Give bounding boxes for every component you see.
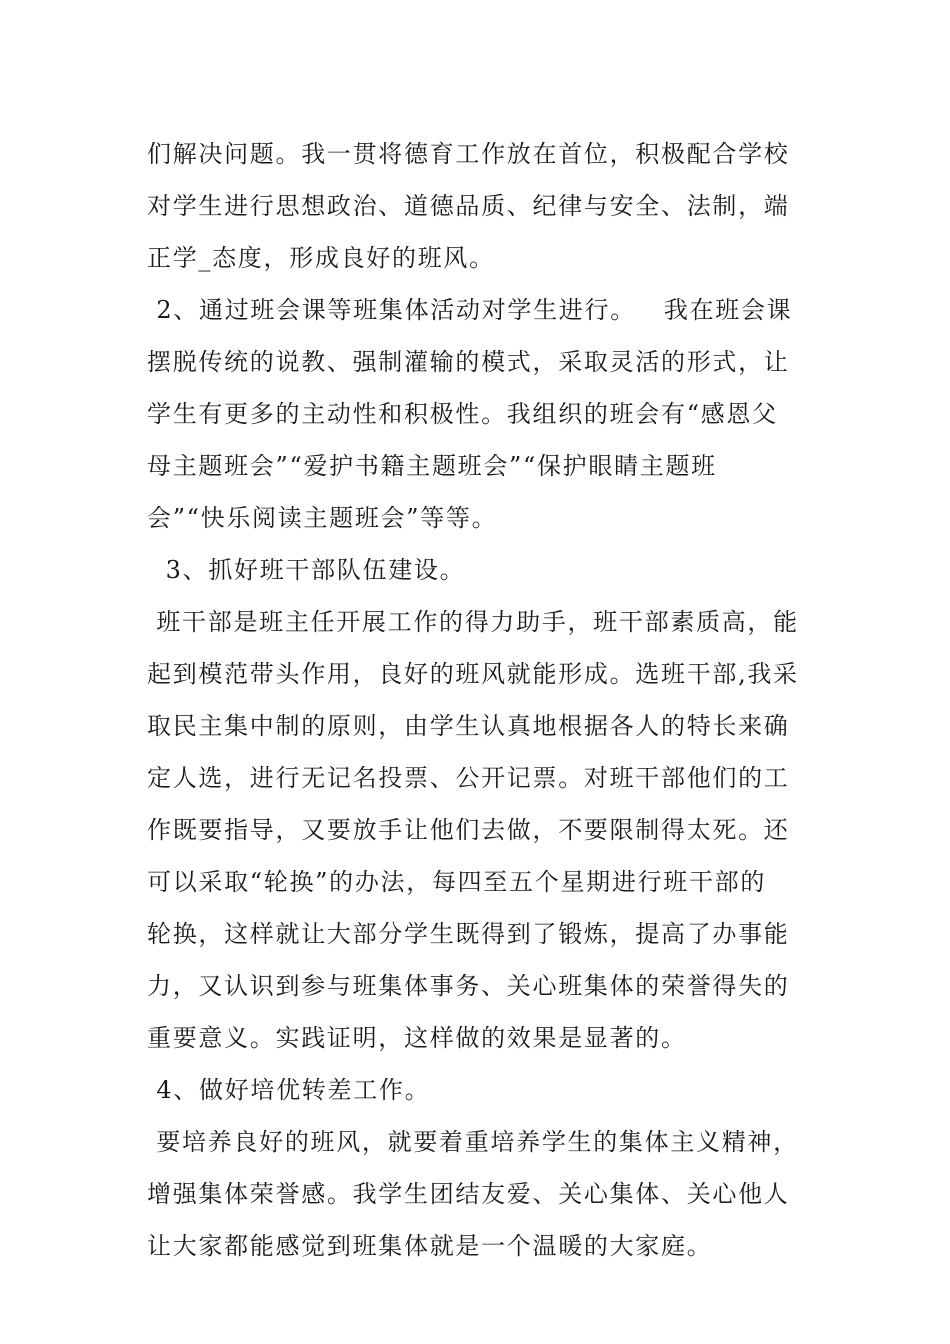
text-line: 作既要指导，又要放手让他们去做，不要限制得太死。还 — [147, 816, 790, 844]
text-line: 们解决问题。我一贯将德育工作放在首位，积极配合学校 — [147, 140, 790, 168]
text-line: 可以采取“轮换”的办法，每四至五个星期进行班干部的 — [147, 868, 767, 896]
text-line: 轮换，这样就让大部分学生既得到了锻炼，提高了办事能 — [147, 920, 790, 948]
text-line: 正学_态度，形成良好的班风。 — [147, 244, 495, 272]
text-line: 会”“快乐阅读主题班会”等等。 — [147, 504, 498, 532]
text-line: 定人选，进行无记名投票、公开记票。对班干部他们的工 — [147, 764, 790, 792]
text-line: 重要意义。实践证明，这样做的效果是显著的。 — [147, 1024, 687, 1052]
text-line: 班干部是班主任开展工作的得力助手，班干部素质高，能 — [147, 608, 799, 636]
document-body — [147, 128, 807, 1272]
text-line: 力，又认识到参与班集体事务、关心班集体的荣誉得失的 — [147, 972, 790, 1000]
text-line: 取民主集中制的原则，由学生认真地根据各人的特长来确 — [147, 712, 790, 740]
text-line: 摆脱传统的说教、强制灌输的模式，采取灵活的形式，让 — [147, 348, 790, 376]
section-2-heading-line: 2、通过班会课等班集体活动对学生进行。 我在班会课 — [147, 296, 793, 324]
text-line: 对学生进行思想政治、道德品质、纪律与安全、法制，端 — [147, 192, 790, 220]
text-line: 母主题班会”“爱护书籍主题班会”“保护眼睛主题班 — [147, 452, 717, 480]
text-line: 起到模范带头作用，良好的班风就能形成。选班干部,我采 — [147, 660, 799, 688]
text-line: 学生有更多的主动性和积极性。我组织的班会有“感恩父 — [147, 400, 778, 428]
text-line: 要培养良好的班风，就要着重培养学生的集体主义精神， — [147, 1128, 799, 1156]
text-line: 增强集体荣誉感。我学生团结友爱、关心集体、关心他人 — [147, 1180, 790, 1208]
section-4-heading: 4、做好培优转差工作。 — [147, 1076, 431, 1104]
text-line: 让大家都能感觉到班集体就是一个温暖的大家庭。 — [147, 1232, 713, 1260]
section-3-heading: 3、抓好班干部队伍建设。 — [147, 556, 466, 584]
